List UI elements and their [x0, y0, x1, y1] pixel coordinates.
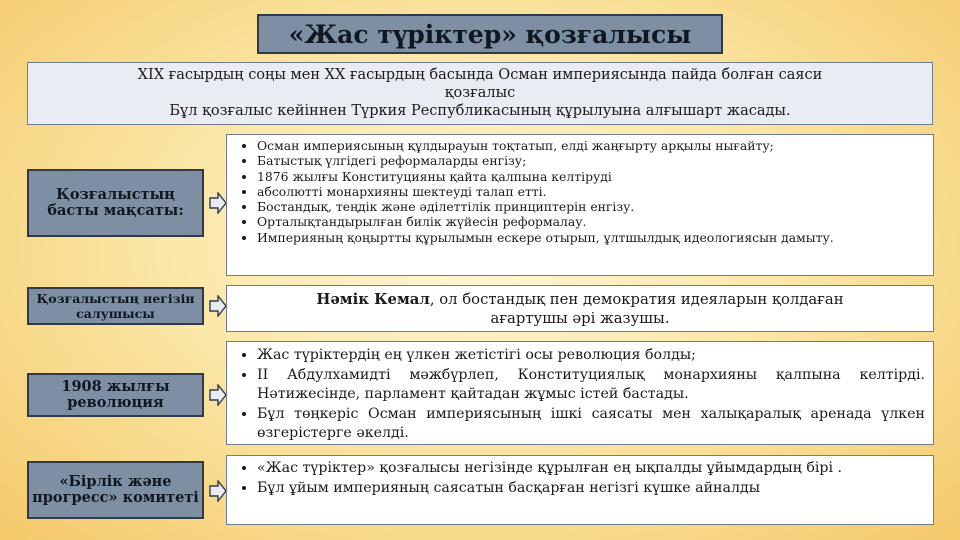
founder-name: Нәмік Кемал [316, 291, 430, 308]
founder-text: , ол бостандық пен демократия идеяларын қолдаған ағартушы әрі жазушы. [429, 291, 844, 327]
revolution-label-text: 1908 жылғы революция [61, 378, 170, 411]
goals-label-text: Қозғалыстың басты мақсаты: [47, 186, 184, 219]
intro-line-1: XIX ғасырдың соңы мен XX ғасырдың басында Осман империясында пайда болған саяси [137, 67, 823, 83]
list-item: • 1876 жылғы Конституцияны қайта қалпына келтіруді [257, 169, 925, 184]
title-text: «Жас түріктер» қозғалысы [288, 19, 692, 49]
arrow-right-icon [209, 192, 227, 214]
arrow-right-icon [209, 384, 227, 406]
list-item: • «Жас түріктер» қозғалысы негізінде құрылған ең ықпалды ұйымдардың бірі . [257, 459, 925, 479]
committee-list [227, 459, 933, 498]
revolution-label [27, 373, 204, 417]
revolution-list [227, 346, 933, 444]
intro-line-3: Бұл қозғалыс кейіннен Түркия Республикасының құрылуына алғышарт жасады. [169, 103, 791, 119]
list-item: • Империяның қоңыртты құрылымын ескере отырып, ұлтшылдық идеологиясын дамыту. [257, 230, 925, 245]
committee-label-text: «Бірлік және прогресс» комитеті [32, 473, 199, 506]
list-item: • Батыстық үлгідегі реформаларды енгізу; [257, 153, 925, 168]
committee-label [27, 461, 204, 519]
goals-box [226, 134, 934, 276]
revolution-box [226, 341, 934, 445]
arrow-right-icon [209, 480, 227, 502]
arrow-right-icon [209, 295, 227, 317]
page-title [257, 14, 723, 54]
founder-box [226, 285, 934, 332]
committee-box [226, 455, 934, 525]
goals-label [27, 169, 204, 237]
intro-line-2: қозғалыс [444, 85, 516, 101]
list-item: • Бостандық, теңдік және әділеттілік принциптерін енгізу. [257, 199, 925, 214]
list-item: • II Абдулхамидті мәжбүрлеп, Конституциялық монархияны қалпына келтірді. Нәтижесінде, парламент қайтадан жұмыс істей бастады. [257, 366, 925, 405]
list-item: • Осман империясының құлдырауын тоқтатып, елді жаңғырту арқылы нығайту; [257, 138, 925, 153]
founder-label-text: Қозғалыстың негізін салушысы [36, 291, 195, 321]
list-item: • Бұл ұйым империяның саясатын басқарған негізгі күшке айналды [257, 479, 925, 499]
list-item: • абсолютті монархияны шектеуді талап етті. [257, 184, 925, 199]
intro-box [27, 62, 933, 125]
list-item: • Орталықтандырылған билік жүйесін реформалау. [257, 214, 925, 229]
list-item: • Бұл төңкеріс Осман империясының ішкі саясаты мен халықаралық аренада үлкен өзгерістерге әкелді. [257, 405, 925, 444]
list-item: • Жас түріктердің ең үлкен жетістігі осы революция болды; [257, 346, 925, 366]
goals-list [227, 138, 933, 245]
founder-label [27, 287, 204, 325]
